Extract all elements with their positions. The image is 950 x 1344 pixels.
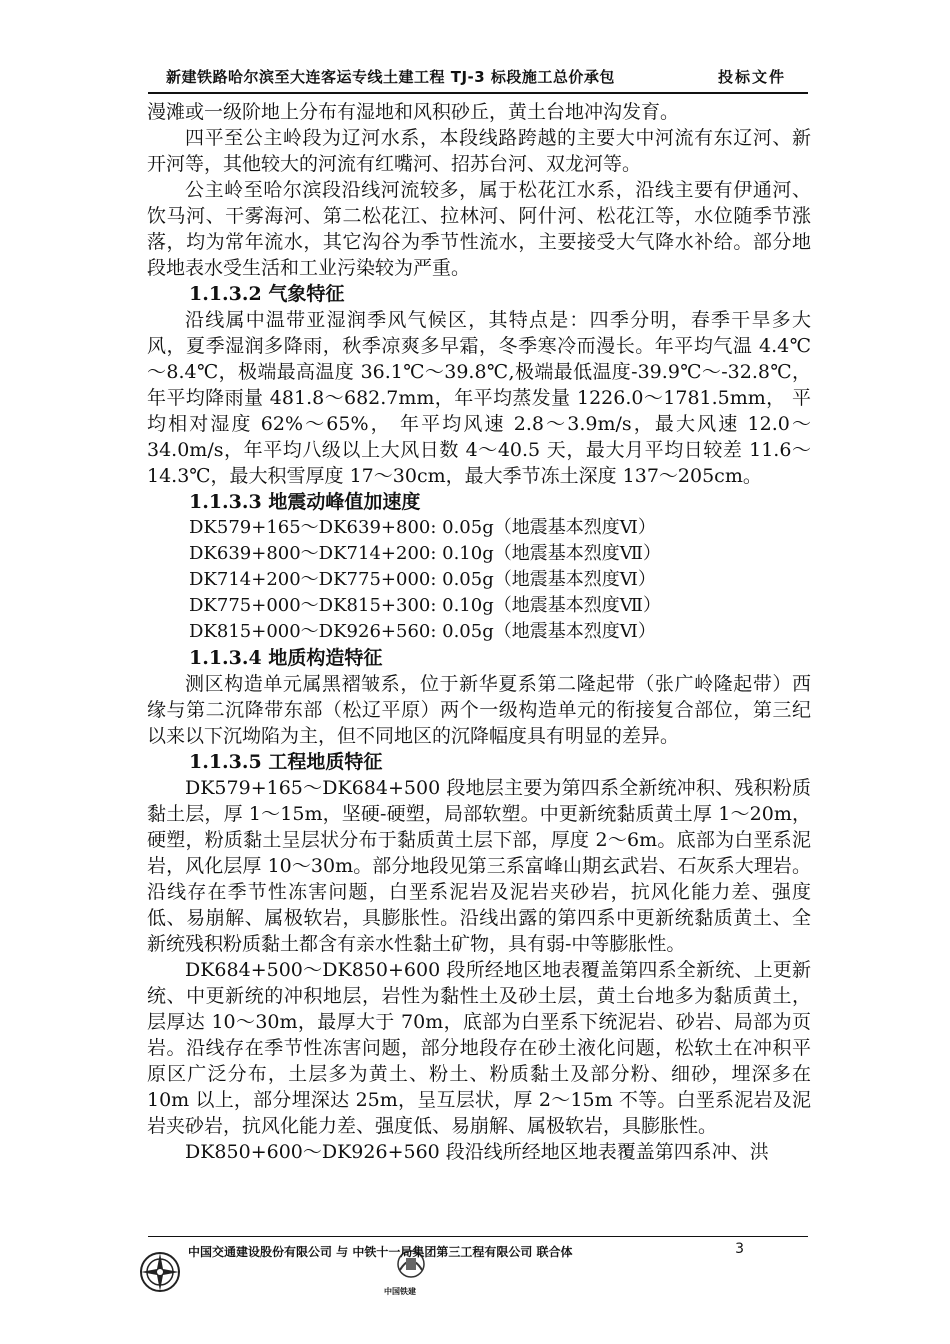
- section-heading: 1.1.3.4 地质构造特征: [189, 647, 383, 669]
- paragraph: 沿线属中温带亚湿润季风气候区，其特点是：四季分明，春季干旱多大风，夏季湿润多降雨，秋季凉爽多早霜，冬季寒冷而漫长。年平均气温 4.4℃～8.4℃，极端最高温度 36.1℃～39.8℃,极端最低温度-39.9℃～-32.8℃，年平均降雨量 481.8～682.7mm，年平均蒸发量 1226.0～1781.5mm， 平均相对湿度 62%～65%， 年平均风速 2.8～3.9m/s，最大风速 12.0～34.0m/s，年平均八级以上大风日数 4～40.5 天，最大月平均日较差 11.6～14.3℃，最大积雪厚度 17～30cm，最大季节冻土深度 137～205cm。: [147, 309, 811, 487]
- section-heading: 1.1.3.3 地震动峰值加速度: [189, 491, 421, 513]
- paragraph: 漫滩或一级阶地上分布有湿地和风积砂丘，黄土台地冲沟发育。: [147, 101, 680, 123]
- paragraph: 公主岭至哈尔滨段沿线河流较多，属于松花江水系，沿线主要有伊通河、饮马河、干雾海河、第二松花江、拉林河、阿什河、松花江等，水位随季节涨落，均为常年流水，其它沟谷为季节性流水，主要接受大气降水补给。部分地段地表水受生活和工业污染较为严重。: [147, 179, 811, 279]
- document-body: [147, 99, 811, 1165]
- seismic-line: DK815+000～DK926+560: 0.05g（地震基本烈度Ⅵ）: [189, 621, 656, 642]
- paragraph: 四平至公主岭段为辽河水系，本段线路跨越的主要大中河流有东辽河、新开河等，其他较大的河流有红嘴河、招苏台河、双龙河等。: [147, 127, 811, 175]
- page-header: [148, 64, 808, 94]
- seismic-line: DK775+000～DK815+300: 0.10g（地震基本烈度Ⅶ）: [189, 595, 661, 616]
- paragraph: DK579+165～DK684+500 段地层主要为第四系全新统冲积、残积粉质黏土层，厚 1～15m，坚硬-硬塑，局部软塑。中更新统黏质黄土厚 1～20m，硬塑，粉质黏土呈层状分布于黏质黄土层下部，厚度 2～6m。底部为白垩系泥岩，风化层厚 10～30m。部分地段见第三系富峰山期玄武岩、石灰系大理岩。沿线存在季节性冻害问题，白垩系泥岩及泥岩夹砂岩，抗风化能力差、强度低、易崩解、属极软岩，具膨胀性。沿线出露的第四系中更新统黏质黄土、全新统残积粉质黏土都含有亲水性黏土矿物，具有弱-中等膨胀性。: [147, 777, 811, 955]
- section-heading: 1.1.3.2 气象特征: [189, 283, 345, 305]
- seismic-line: DK639+800～DK714+200: 0.10g（地震基本烈度Ⅶ）: [189, 543, 661, 564]
- page-number: 3: [735, 1241, 744, 1257]
- page-footer: [148, 1236, 808, 1259]
- seismic-line: DK714+200～DK775+000: 0.05g（地震基本烈度Ⅵ）: [189, 569, 656, 590]
- paragraph: 测区构造单元属黑褶皱系，位于新华夏系第二隆起带（张广岭隆起带）西缘与第二沉降带东部（松辽平原）两个一级构造单元的衔接复合部位，第三纪以来以下沉坳陷为主，但不同地区的沉降幅度具有明显的差异。: [147, 673, 811, 747]
- railway-logo-label: 中国铁建: [384, 1287, 416, 1296]
- footer-company-text: 中国交通建设股份有限公司 与 中铁十一局集团第三工程有限公司 联合体: [188, 1245, 573, 1259]
- company-logo-icon: [138, 1250, 182, 1294]
- header-doc-type: 投标文件: [717, 68, 786, 86]
- header-title: 新建铁路哈尔滨至大连客运专线土建工程 TJ-3 标段施工总价承包: [166, 68, 615, 86]
- section-heading: 1.1.3.5 工程地质特征: [189, 751, 383, 773]
- seismic-line: DK579+165～DK639+800: 0.05g（地震基本烈度Ⅵ）: [189, 517, 656, 538]
- paragraph: DK850+600～DK926+560 段沿线所经地区地表覆盖第四系冲、洪: [185, 1141, 769, 1163]
- paragraph: DK684+500～DK850+600 段所经地区地表覆盖第四系全新统、上更新统、中更新统的冲积地层，岩性为黏性土及砂土层，黄土台地多为黏质黄土，层厚达 10～30m，最厚大于 70m，底部为白垩系下统泥岩、砂岩、局部为页岩。沿线存在季节性冻害问题，部分地段存在砂土液化问题，松软土在冲积平原区广泛分布，土层多为黄土、粉土、粉质黏土及部分粉、细砂，埋深多在 10m 以上，部分埋深达 25m，呈互层状，厚 2～15m 不等。白垩系泥岩及泥岩夹砂岩，抗风化能力差、强度低、易崩解、属极软岩，具膨胀性。: [147, 959, 811, 1137]
